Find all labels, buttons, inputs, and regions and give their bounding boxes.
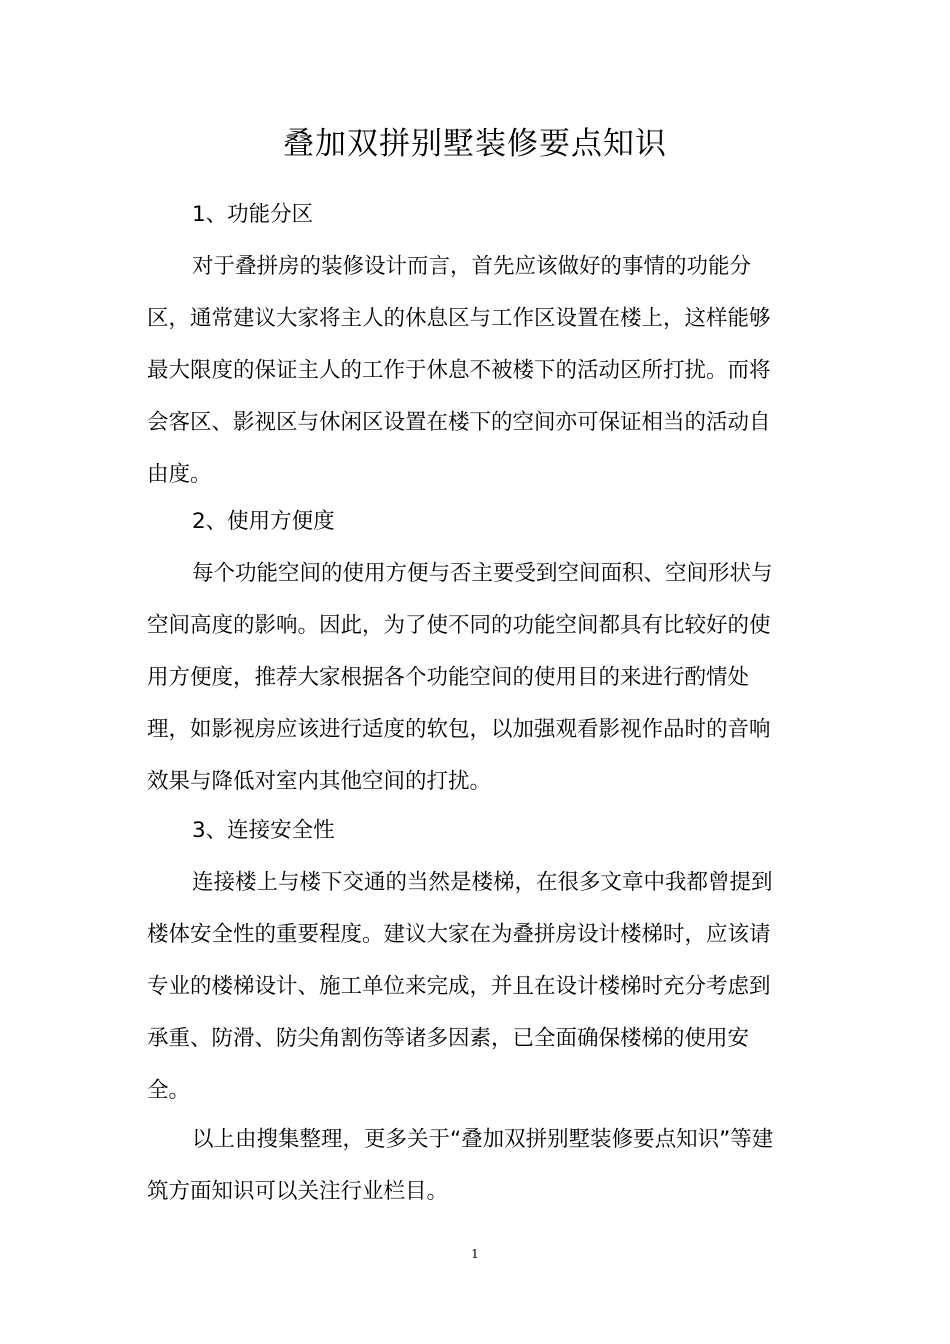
body-line: 承重、防滑、防尖角割伤等诸多因素，已全面确保楼梯的使用安 xyxy=(147,1026,750,1051)
page-title: 叠加双拼别墅装修要点知识 xyxy=(283,126,667,162)
body-line: 以上由搜集整理，更多关于“叠加双拼别墅装修要点知识”等建 xyxy=(192,1127,774,1152)
section-heading-3: 3、连接安全性 xyxy=(192,818,335,843)
closing-paragraph xyxy=(147,1114,807,1218)
section-body-1 xyxy=(147,241,807,501)
body-line: 筑方面知识可以关注行业栏目。 xyxy=(147,1179,449,1204)
body-line: 楼体安全性的重要程度。建议大家在为叠拼房设计楼梯时，应该请 xyxy=(147,922,771,947)
body-line: 由度。 xyxy=(147,462,212,487)
body-line: 理，如影视房应该进行适度的软包，以加强观看影视作品时的音响 xyxy=(147,717,771,742)
body-line: 对于叠拼房的装修设计而言，首先应该做好的事情的功能分 xyxy=(192,254,752,279)
section-body-3 xyxy=(147,857,807,1117)
body-line: 每个功能空间的使用方便与否主要受到空间面积、空间形状与 xyxy=(192,561,773,586)
body-line: 效果与降低对室内其他空间的打扰。 xyxy=(147,769,492,794)
section-heading-1: 1、功能分区 xyxy=(192,202,314,227)
body-line: 用方便度，推荐大家根据各个功能空间的使用目的来进行酌情处 xyxy=(147,665,750,690)
body-line: 会客区、影视区与休闲区设置在楼下的空间亦可保证相当的活动自 xyxy=(147,410,771,435)
body-line: 空间高度的影响。因此，为了使不同的功能空间都具有比较好的使 xyxy=(147,613,771,638)
body-line: 连接楼上与楼下交通的当然是楼梯，在很多文章中我都曾提到 xyxy=(192,870,773,895)
section-heading-2: 2、使用方便度 xyxy=(192,509,335,534)
body-line: 专业的楼梯设计、施工单位来完成，并且在设计楼梯时充分考虑到 xyxy=(147,974,771,999)
body-line: 全。 xyxy=(147,1078,191,1103)
body-line: 区，通常建议大家将主人的休息区与工作区设置在楼上，这样能够 xyxy=(147,306,771,331)
section-body-2 xyxy=(147,548,807,808)
page-number: 1 xyxy=(471,1247,479,1261)
body-line: 最大限度的保证主人的工作于休息不被楼下的活动区所打扰。而将 xyxy=(147,358,771,383)
